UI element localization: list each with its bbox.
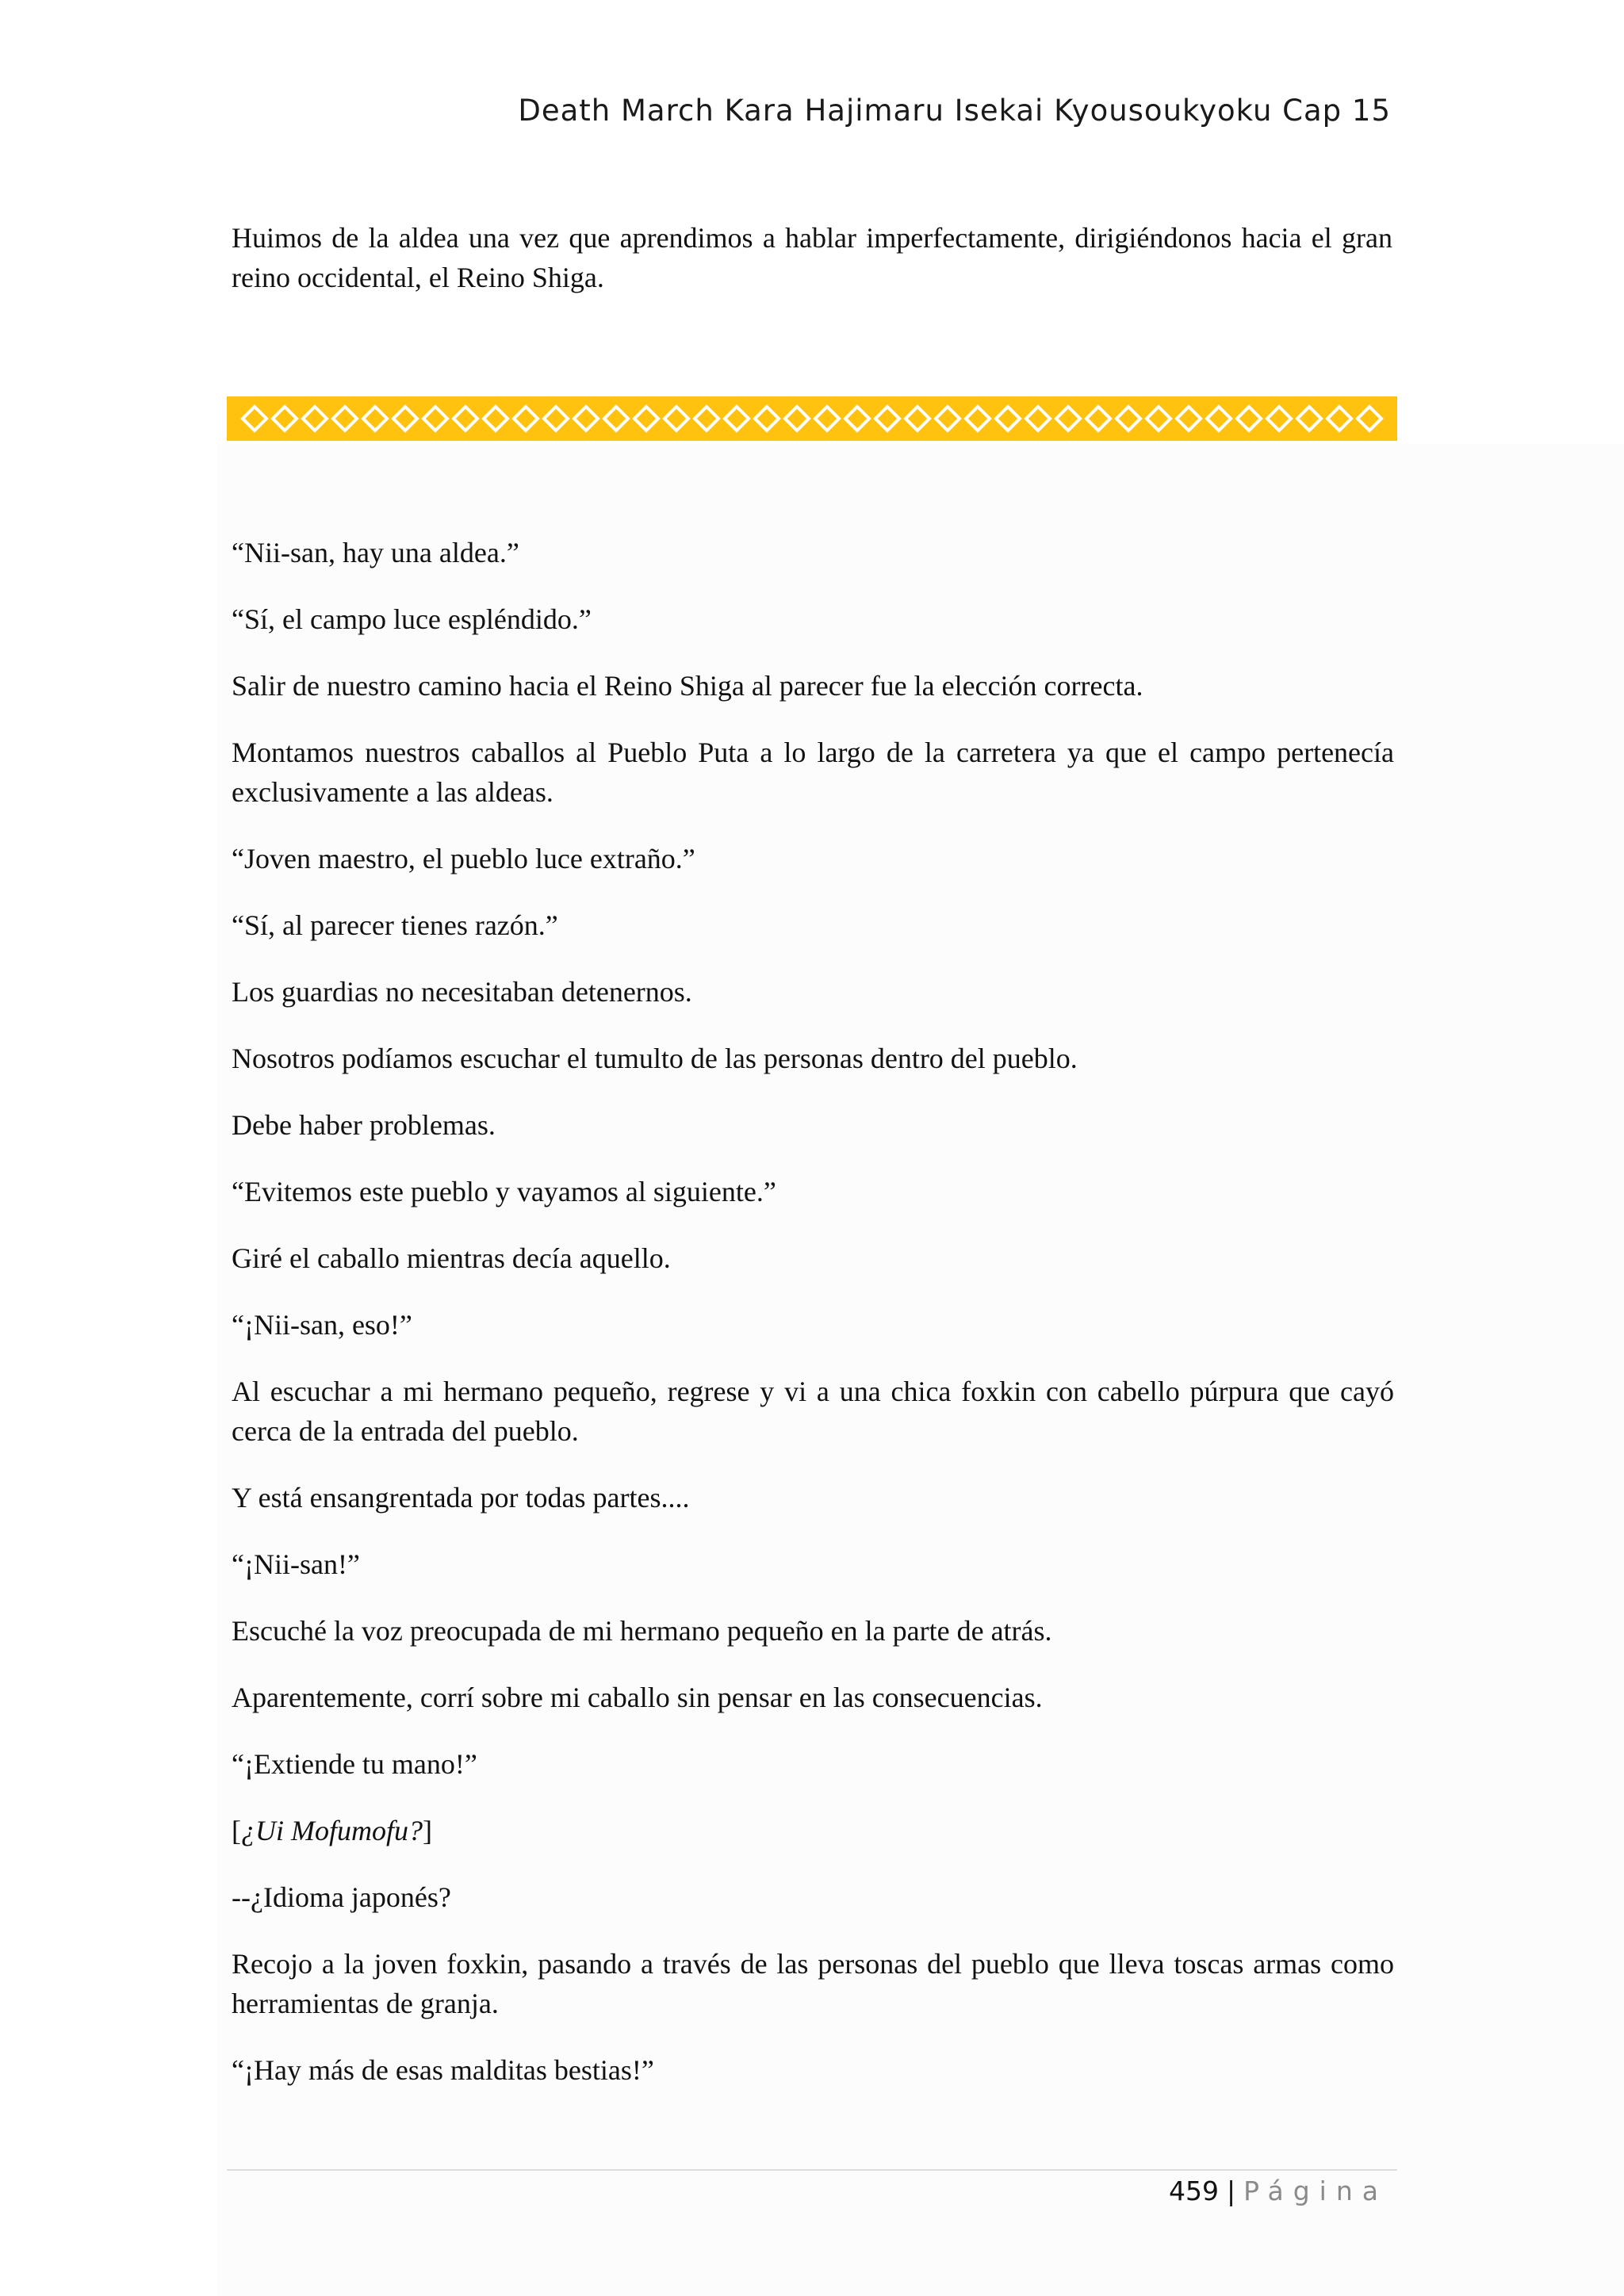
diamond-icon — [544, 407, 568, 430]
bracket-close: ] — [423, 1815, 432, 1846]
diamond-icon — [1086, 407, 1110, 430]
diamond-icon — [815, 407, 839, 430]
diamond-icon — [1237, 407, 1261, 430]
paragraph: Escuché la voz preocupada de mi hermano pequeño en la parte de atrás. — [232, 1615, 1052, 1647]
diamond-icon — [875, 407, 899, 430]
diamond-icon — [1177, 407, 1201, 430]
diamond-icon — [604, 407, 628, 430]
diamond-icon — [243, 407, 266, 430]
diamond-icon — [1297, 407, 1321, 430]
paragraph: “¡Nii-san, eso!” — [232, 1309, 412, 1341]
diamond-icon — [393, 407, 417, 430]
diamond-icon — [906, 407, 929, 430]
paragraph: “Sí, al parecer tienes razón.” — [232, 909, 558, 941]
paragraph: Salir de nuestro camino hacia el Reino Shiga al parecer fue la elección correcta. — [232, 670, 1143, 702]
paragraph: Nosotros podíamos escuchar el tumulto de las personas dentro del pueblo. — [232, 1043, 1078, 1074]
diamond-icon — [695, 407, 718, 430]
paragraph: “Sí, el campo luce espléndido.” — [232, 603, 592, 635]
paragraph: Giré el caballo mientras decía aquello. — [232, 1242, 671, 1274]
paragraph: Aparentemente, corrí sobre mi caballo sin pensar en las consecuencias. — [232, 1682, 1043, 1713]
paragraph: --¿Idioma japonés? — [232, 1881, 451, 1913]
diamond-icon — [1207, 407, 1231, 430]
diamond-icon — [725, 407, 749, 430]
diamond-row-icon — [236, 403, 1388, 434]
bracket-open: [ — [232, 1815, 241, 1846]
diamond-icon — [1056, 407, 1080, 430]
body-text — [232, 533, 1394, 2117]
paragraph: “¡Nii-san!” — [232, 1548, 360, 1580]
paragraph: Y está ensangrentada por todas partes.... — [232, 1482, 690, 1513]
paragraph: “Evitemos este pueblo y vayamos al siguiente.” — [232, 1176, 776, 1207]
paragraph: “¡Extiende tu mano!” — [232, 1748, 477, 1780]
diamond-icon — [514, 407, 538, 430]
diamond-icon — [454, 407, 477, 430]
diamond-icon — [1147, 407, 1170, 430]
diamond-icon — [845, 407, 869, 430]
running-header: Death March Kara Hajimaru Isekai Kyousoukyoku Cap 15 — [518, 94, 1391, 128]
diamond-icon — [1327, 407, 1351, 430]
diamond-icon — [1026, 407, 1050, 430]
paragraph: Recojo a la joven foxkin, pasando a través de las personas del pueblo que lleva toscas armas como herramientas de granja. — [232, 1948, 1394, 2019]
section-divider — [227, 396, 1397, 441]
page-number: 459 — [1168, 2175, 1219, 2206]
diamond-icon — [936, 407, 959, 430]
paragraph: Al escuchar a mi hermano pequeño, regrese y vi a una chica foxkin con cabello púrpura que cayó cerca de la entrada del pueblo. — [232, 1376, 1394, 1447]
paragraph: Montamos nuestros caballos al Pueblo Puta a lo largo de la carretera ya que el campo pertenecía exclusivamente a las aldeas. — [232, 737, 1394, 808]
diamond-icon — [785, 407, 809, 430]
paragraph: Los guardias no necesitaban detenernos. — [232, 976, 692, 1008]
italic-phrase: ¿Ui Mofumofu? — [241, 1815, 423, 1846]
paragraph: “Joven maestro, el pueblo luce extraño.” — [232, 843, 695, 874]
paragraph: “Nii-san, hay una aldea.” — [232, 537, 519, 568]
diamond-icon — [363, 407, 387, 430]
footer-separator: | — [1226, 2175, 1236, 2206]
diamond-icon — [333, 407, 357, 430]
page-footer — [1169, 2175, 1388, 2206]
footer-rule — [227, 2169, 1397, 2171]
diamond-icon — [996, 407, 1020, 430]
paragraph: “¡Hay más de esas malditas bestias!” — [232, 2054, 654, 2086]
diamond-icon — [484, 407, 508, 430]
diamond-icon — [423, 407, 447, 430]
diamond-icon — [966, 407, 990, 430]
diamond-icon — [634, 407, 658, 430]
bracket-paragraph — [232, 1811, 1394, 1850]
paragraph: Debe haber problemas. — [232, 1109, 496, 1141]
page-word: Página — [1243, 2175, 1388, 2206]
diamond-icon — [1116, 407, 1140, 430]
diamond-icon — [665, 407, 688, 430]
diamond-icon — [303, 407, 327, 430]
diamond-icon — [1358, 407, 1381, 430]
intro-paragraph: Huimos de la aldea una vez que aprendimos a hablar imperfectamente, dirigiéndonos hacia el gran reino occidental, el Reino Shiga. — [232, 222, 1392, 293]
diamond-icon — [273, 407, 297, 430]
diamond-icon — [574, 407, 598, 430]
diamond-icon — [1267, 407, 1291, 430]
diamond-icon — [755, 407, 779, 430]
